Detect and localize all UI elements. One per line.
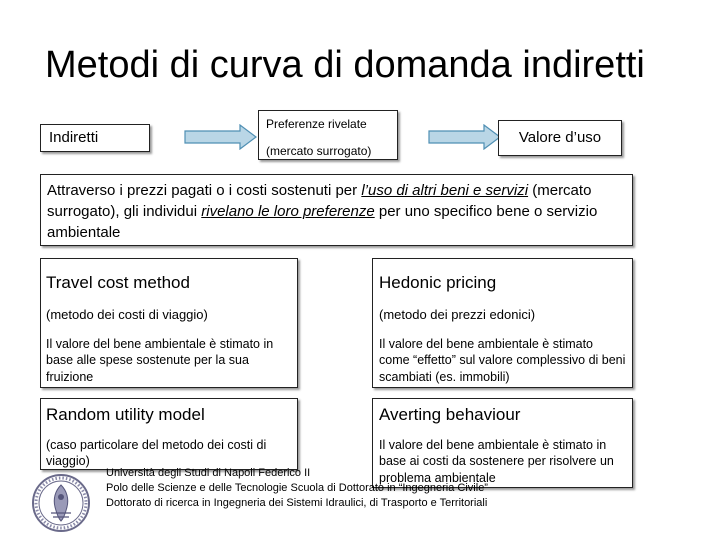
footer-university: Università degli Studi di Napoli Federico II [106,467,311,479]
university-seal-icon [31,473,91,533]
description-text-3: per uno specifico bene o servizio ambientale [47,203,598,241]
card-body: Il valore del bene ambientale è stimato come “effetto” sul valore complessivo di beni scambiati (es. immobili) [379,337,626,384]
flow-middle-bottom-label: (mercato surrogato) [266,144,372,158]
footer [106,466,488,511]
flow-middle-top-label: Preferenze rivelate [266,117,367,131]
page-title: Metodi di curva di domanda indiretti [45,44,645,86]
card-subtitle: (metodo dei prezzi edonici) [379,307,536,322]
card-body: Il valore del bene ambientale è stimato in base ai costi da sostenere per risolvere un problema ambientale [379,438,614,485]
card-random-utility [40,398,298,470]
footer-doctorate: Dottorato di ricerca in Ingegneria dei Sistemi Idraulici, di Trasporto e Territoriali [106,497,488,509]
description-box [40,174,633,246]
flow-end-label: Valore d’uso [518,129,602,146]
card-title: Averting behaviour [379,405,521,424]
arrow-right-icon [184,124,258,150]
description-text-1: Attraverso i prezzi pagati o i costi sostenuti per [47,182,362,199]
card-subtitle: (caso particolare del metodo dei costi di viaggio) [46,438,267,469]
footer-school: Polo delle Scienze e delle Tecnologie Scuola di Dottorato in “Ingegneria Civile” [106,482,488,494]
card-body: Il valore del bene ambientale è stimato in base alle spese sostenute per la sua fruizione [46,337,274,384]
description-emphasis-1: l’uso di altri beni e servizi [361,182,529,199]
card-subtitle: (metodo dei costi di viaggio) [46,307,208,322]
description-text-2: (mercato surrogato), gli individui [47,182,592,220]
flow-start-label: Indiretti [49,129,99,146]
arrow-right-icon [428,124,502,150]
flow-start-box [40,124,150,152]
card-travel-cost [40,258,298,388]
card-title: Hedonic pricing [379,273,497,292]
card-title: Random utility model [46,405,205,424]
card-title: Travel cost method [46,273,190,292]
flow-middle-box [258,110,398,160]
flow-end-box [498,120,622,156]
card-hedonic-pricing [372,258,633,388]
description-emphasis-2: rivelano le loro preferenze [201,203,375,220]
